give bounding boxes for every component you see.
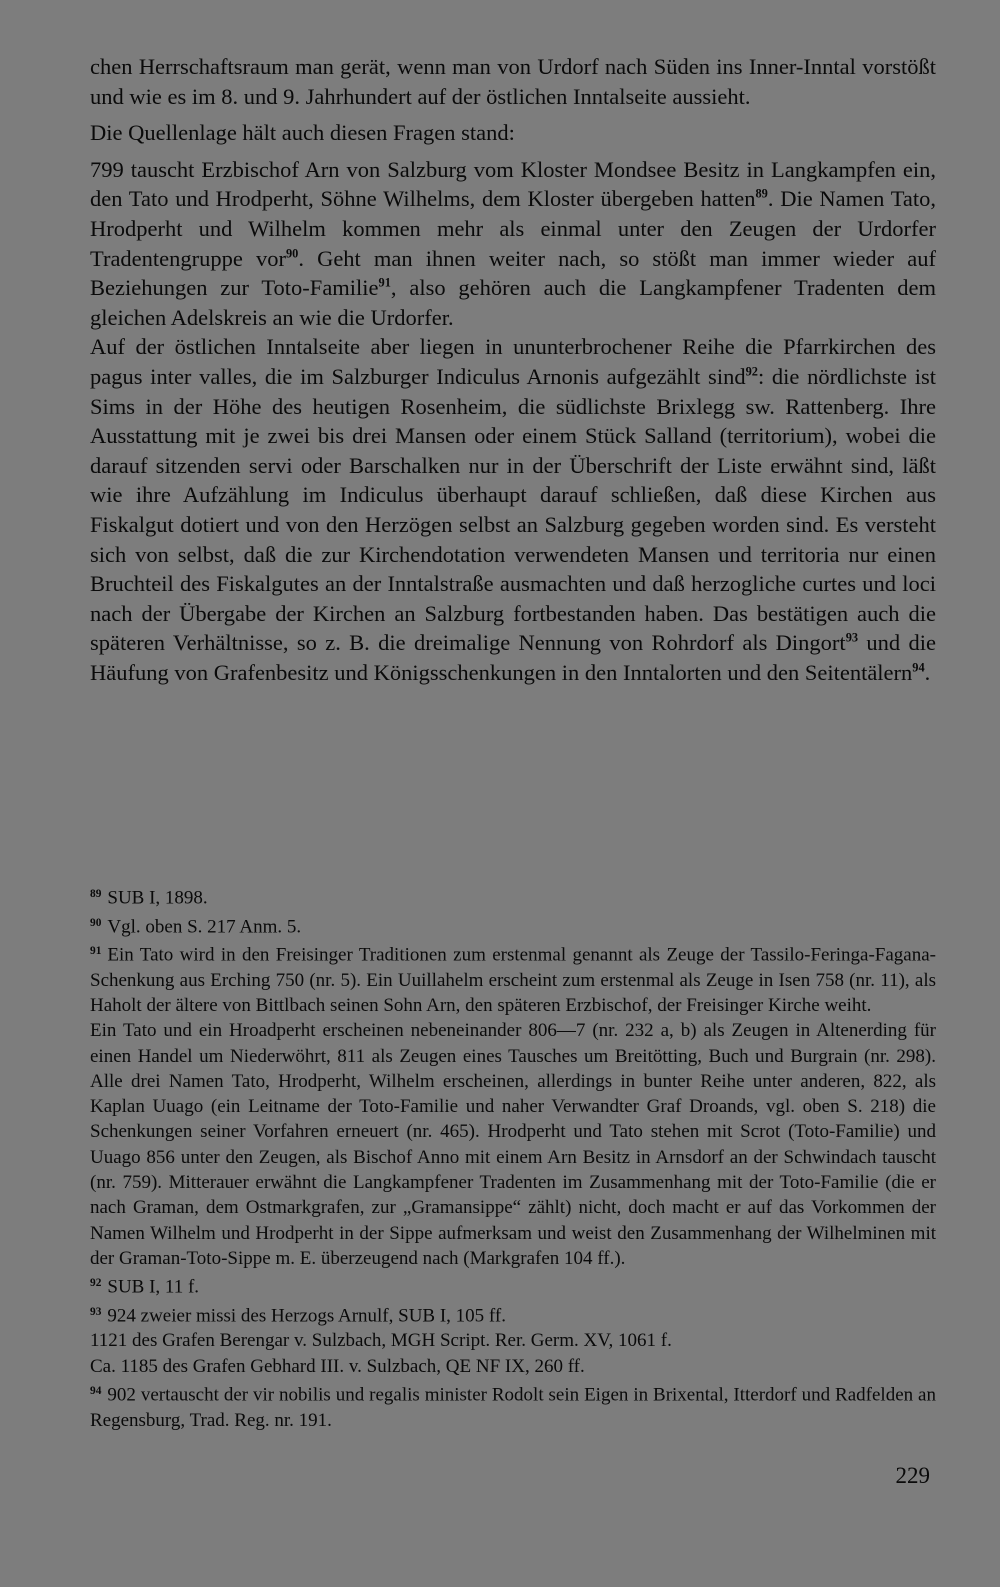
footnote-ref[interactable]: 89 (755, 186, 768, 201)
footnote-89 (90, 882, 936, 911)
footnote-text: 924 zweier missi des Herzogs Arnulf, SUB I, 105 ff. (107, 1305, 506, 1327)
page-number: 229 (895, 1463, 930, 1488)
langkampfen-paragraph (90, 155, 936, 333)
footnote-93-line-3: Ca. 1185 des Grafen Gebhard III. v. Sulzbach, QE NF IX, 260 ff. (90, 1355, 585, 1377)
footnote-ref[interactable]: 93 (845, 630, 859, 645)
text-run: . Geht man ihnen weiter nach, so stößt man immer wieder auf Beziehungen zur Toto-Familie (90, 245, 936, 301)
footnote-number: 90 (90, 916, 102, 929)
footnote-text: Vgl. oben S. 217 Anm. 5. (107, 915, 302, 937)
footnote-ref[interactable]: 92 (745, 364, 758, 379)
intro-paragraph: chen Herrschaftsraum man gerät, wenn man von Urdorf nach Süden ins Inner-Inntal vorstößt und wie es im 8. und 9. Jahrhundert auf der östlichen Inntalseite aussieht. (90, 54, 936, 109)
footnote-ref[interactable]: 94 (912, 660, 925, 675)
text-run: Auf der östlichen Inntalseite aber liegen in ununterbrochener Reihe die Pfarrkirchen des pagus inter valles, die im Salzburger Indiculus Arnonis aufgezählt sind (90, 334, 936, 389)
footnote-text: 902 vertauscht der vir nobilis und regalis minister Rodolt sein Eigen in Brixental, Itterdorf und Radfelden an Regensburg, Trad. Reg. nr. 191. (90, 1384, 936, 1431)
footnote-ref[interactable]: 90 (285, 245, 299, 260)
main-text (90, 52, 936, 687)
footnote-93-line-2: 1121 des Grafen Berengar v. Sulzbach, MGH Script. Rer. Germ. XV, 1061 f. (90, 1330, 672, 1352)
text-run: . Die Namen Tato, Hrodperht und Wilhelm kommen mehr als einmal unter den Zeugen der Urdorfer Tradentengruppe vor (90, 186, 937, 271)
footnote-number: 94 (90, 1384, 102, 1397)
footnote-text: SUB I, 11 f. (107, 1276, 200, 1298)
footnote-number: 89 (90, 888, 102, 900)
footnote-93 (90, 1300, 936, 1329)
footnote-92 (90, 1271, 936, 1300)
footnotes (90, 882, 936, 1433)
footnote-91-continued: Ein Tato und ein Hroadperht erscheinen nebeneinander 806—7 (nr. 232 a, b) als Zeugen in Altenerding für einen Handel um Niederwöhrt, 811 als Zeugen eines Tausches um Breitötting, Buch und Burgrain (nr. 298). Alle drei Namen Tato, Hrodperht, Wilhelm erscheinen, allerdings in bunter Reihe unter anderen, 822, als Kaplan Uuago (ein Leitname der Toto-Familie und naher Verwandter Graf Droands, vgl. oben S. 218) die Schenkungen seiner Vorfahren erneuert (nr. 465). Hrodperht und Tato stehen mit Scrot (Toto-Familie) und Uuago 856 unter den Zeugen, als Bischof Anno mit einem Arn Besitz in Arnsdorf an der Schwindach tauscht (nr. 759). Mitterauer erwähnt die Langkampfener Tradenten im Zusammenhang mit der Toto-Familie (die er nach Graman, dem Ostmarkgrafen, zur „Gramansippe“ zählt) nicht, doch macht er auf das Vorkommen der Namen Wilhelm und Hrodperht in der Sippe aufmerksam und weist den Zusammenhang der Wilhelminen mit der Graman-Toto-Sippe m. E. überzeugend nach (Markgrafen 104 ff.). (90, 1020, 936, 1269)
footnote-number: 93 (90, 1305, 102, 1318)
text-run: . (924, 659, 931, 685)
text-run: , also gehören auch die Langkampfener Tradenten dem gleichen Adelskreis an wie die Urdorfer. (90, 275, 936, 330)
quellenlage-sentence: Die Quellenlage hält auch diesen Fragen stand: (90, 120, 515, 146)
footnote-94 (90, 1379, 936, 1433)
footnote-number: 91 (90, 945, 102, 958)
inntal-paragraph (90, 332, 936, 687)
footnote-text: SUB I, 1898. (107, 887, 208, 909)
footnote-ref[interactable]: 91 (378, 275, 391, 290)
footnote-91 (90, 939, 936, 1018)
text-run: und die Häufung von Grafenbesitz und Königsschenkungen in den Inntalorten und den Seitentälern (90, 630, 936, 685)
footnote-text: Ein Tato wird in den Freisinger Traditionen zum erstenmal genannt als Zeuge der Tassilo-Feringa-Fagana-Schenkung aus Erching 750 (nr. 5). Ein Uuillahelm erscheint zum erstenmal als Zeuge in Isen 758 (nr. 11), als Haholt der ältere von Bittlbach seinen Sohn Arn, den späteren Erzbischof, der Freisinger Kirche weiht. (90, 944, 936, 1016)
footnote-90 (90, 911, 936, 940)
footnote-number: 92 (90, 1277, 102, 1290)
text-run: 799 tauscht Erzbischof Arn von Salzburg vom Kloster Mondsee Besitz in Langkampfen ein, den Tato und Hrodperht, Söhne Wilhelms, dem Kloster übergeben hatten (90, 156, 936, 212)
text-run: : die nördlichste ist Sims in der Höhe des heutigen Rosenheim, die südlichste Brixlegg sw. Rattenberg. Ihre Ausstattung mit je zwei bis drei Mansen oder einem Stück Salland (territorium), wobei die darauf sitzenden servi oder Barschalken nur in der Überschrift der Liste erwähnt sind, läßt wie ihre Aufzählung im Indiculus überhaupt darauf schließen, daß diese Kirchen aus Fiskalgut dotiert und von den Herzögen selbst an Salzburg gegeben worden sind. Es versteht sich von selbst, daß die zur Kirchendotation verwendeten Mansen und territoria nur einen Bruchteil des Fiskalgutes an der Inntalstraße ausmachten und daß herzogliche curtes und loci nach der Übergabe der Kirchen an Salzburg fortbestanden haben. Das bestätigen auch die späteren Verhältnisse, so z. B. die dreimalige Nennung von Rohrdorf als Dingort (90, 363, 936, 656)
